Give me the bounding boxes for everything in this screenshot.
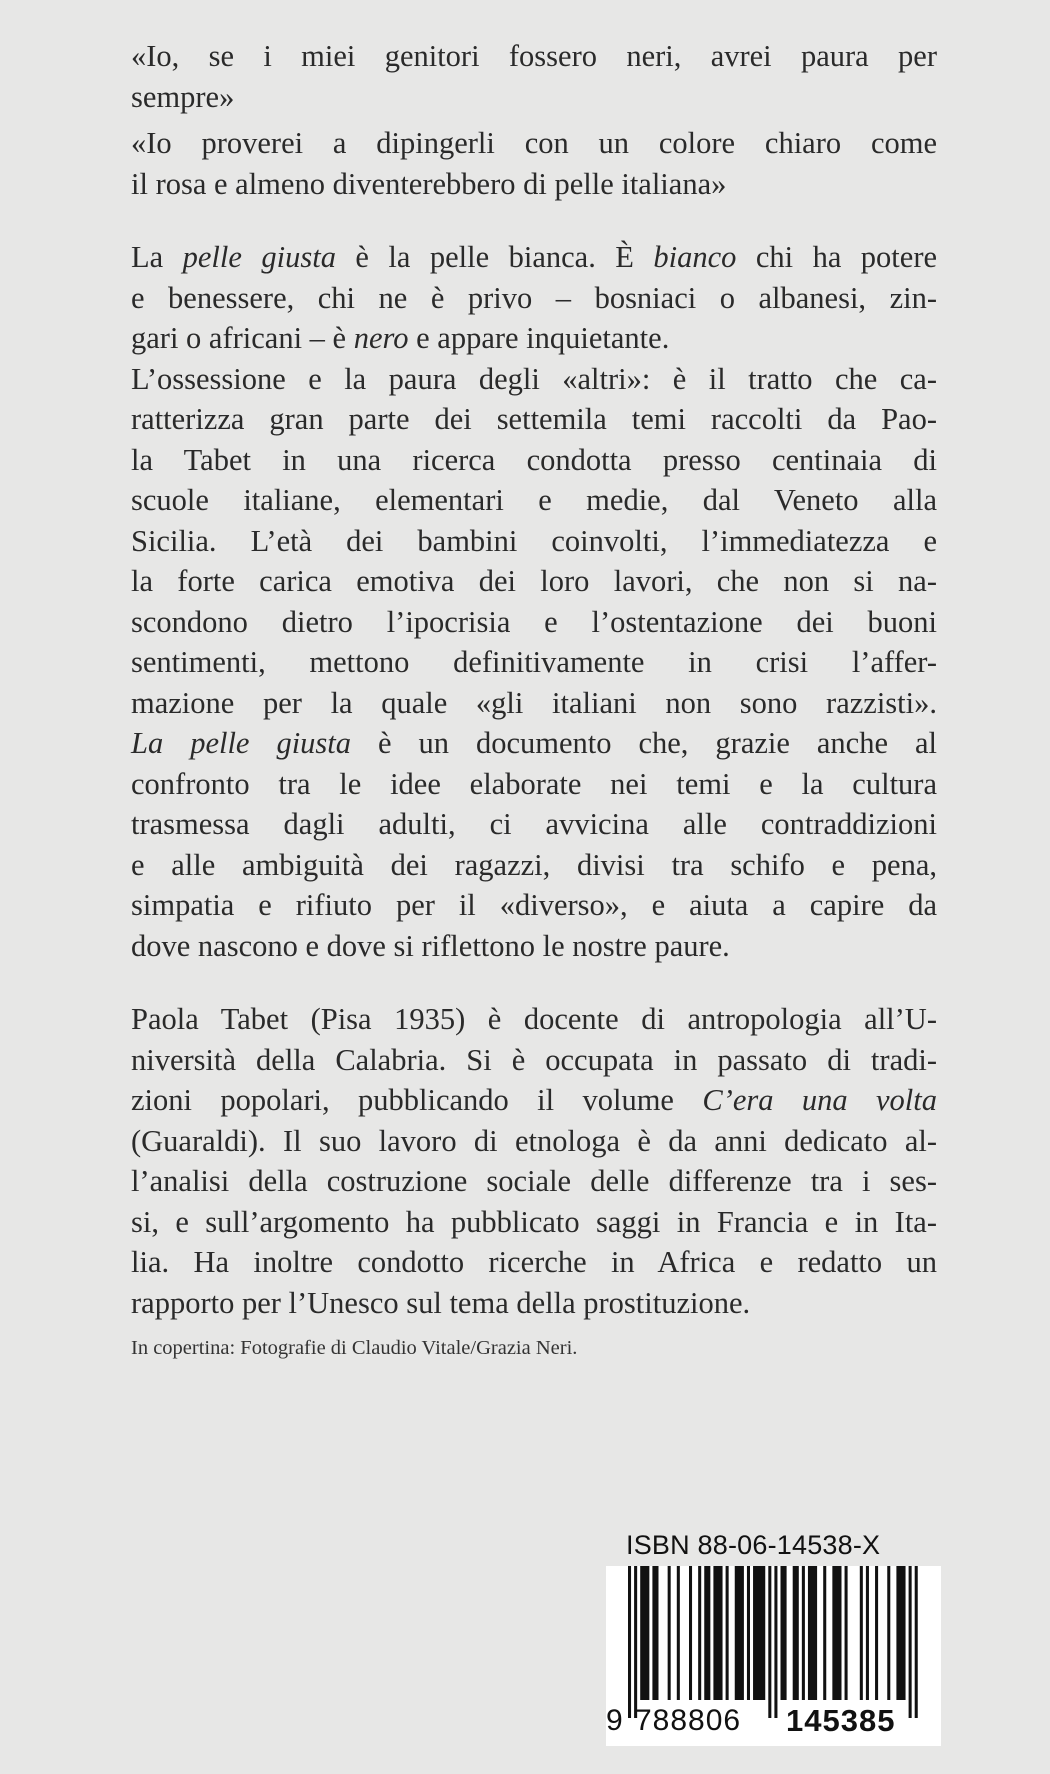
description-line: e benessere, chi ne è privo – bosniaci o albanesi, zin- <box>131 280 937 315</box>
barcode-bar <box>802 1566 805 1700</box>
bio-line: lia. Ha inoltre condotto ricerche in Africa e redatto un <box>131 1245 937 1279</box>
barcode-bar <box>823 1566 826 1700</box>
barcode-guard-bar <box>915 1566 918 1718</box>
barcode-bar <box>896 1566 905 1700</box>
barcode-bar <box>640 1566 649 1700</box>
bio-line: Paola Tabet (Pisa 1935) è docente di antropologia all’U- <box>131 1002 937 1036</box>
bio-line: niversità della Calabria. Si è occupata in passato di tradi- <box>131 1042 937 1077</box>
description-line: la Tabet in una ricerca condotta presso centinaia di <box>131 442 937 477</box>
bio-line: l’analisi della costruzione sociale delle differenze tra i ses- <box>131 1164 937 1198</box>
description-line: scondono dietro l’ipocrisia e l’ostentazione dei buoni <box>131 604 937 639</box>
barcode-bar <box>781 1566 787 1700</box>
barcode-bar <box>668 1566 671 1700</box>
quote-2 <box>131 123 937 204</box>
barcode <box>606 1566 941 1746</box>
barcode-guard-bar <box>768 1566 771 1718</box>
barcode-bar <box>713 1566 722 1700</box>
quote-1-line: «Io, se i miei genitori fossero neri, avrei paura per <box>131 39 937 73</box>
barcode-bar <box>832 1566 841 1700</box>
barcode-guard-bar <box>774 1566 777 1718</box>
description-line: simpatia e rifiuto per il «diverso», e aiuta a capire da <box>131 888 937 922</box>
description-line: La pelle giusta è la pelle bianca. È bianco chi ha potere <box>131 240 938 274</box>
quote-1 <box>131 36 937 117</box>
cover-credit: In copertina: Fotografie di Claudio Vitale/Grazia Neri. <box>131 1337 578 1359</box>
quote-1-line: sempre» <box>131 79 235 114</box>
bio-line: (Guaraldi). Il suo lavoro di etnologa è da anni dedicato al- <box>131 1123 937 1158</box>
description-line: dove nascono e dove si riflettono le nostre paure. <box>131 928 730 963</box>
bio-line: si, e sull’argomento ha pubblicato saggi in Francia e in Ita- <box>131 1204 937 1239</box>
description-line: confronto tra le idee elaborate nei temi e la cultura <box>131 766 937 801</box>
barcode-bar <box>726 1566 729 1700</box>
barcode-bar <box>652 1566 658 1700</box>
barcode-digits-right: 145385 <box>786 1703 896 1738</box>
barcode-bar <box>677 1566 680 1700</box>
barcode-guard-bar <box>628 1566 631 1718</box>
barcode-digits-left: 788806 <box>635 1704 742 1737</box>
barcode-guard-bar <box>634 1566 637 1718</box>
barcode-bar <box>887 1566 890 1700</box>
barcode-bar <box>808 1566 817 1700</box>
description-line: L’ossessione e la paura degli «altri»: è il tratto che ca- <box>131 361 937 396</box>
barcode-bar <box>860 1566 863 1700</box>
description-line: ratterizza gran parte dei settemila temi raccolti da Pao- <box>131 402 937 436</box>
bio-line: zioni popolari, pubblicando il volume C’era una volta <box>131 1083 937 1117</box>
quote-2-line: «Io proverei a dipingerli con un colore chiaro come <box>131 126 937 160</box>
bio-line: rapporto per l’Unesco sul tema della prostituzione. <box>131 1285 751 1320</box>
barcode-bar <box>753 1566 765 1700</box>
barcode-bar <box>689 1566 692 1700</box>
barcode-bar <box>698 1566 701 1700</box>
barcode-bar <box>735 1566 744 1700</box>
description-line: la forte carica emotiva dei loro lavori, che non si na- <box>131 564 937 598</box>
description-line: mazione per la quale «gli italiani non sono razzisti». <box>131 685 937 720</box>
barcode-bar <box>875 1566 878 1700</box>
barcode-guard-bar <box>909 1566 912 1718</box>
quote-2-line: il rosa e almeno diventerebbero di pelle italiana» <box>131 166 727 201</box>
isbn-label: ISBN 88-06-14538-X <box>626 1530 881 1560</box>
description-line: Sicilia. L’età dei bambini coinvolti, l’immediatezza e <box>131 523 937 558</box>
description-line: e alle ambiguità dei ragazzi, divisi tra schifo e pena, <box>131 847 937 882</box>
description-line: scuole italiane, elementari e medie, dal Veneto alla <box>131 483 937 517</box>
barcode-bar <box>866 1566 869 1700</box>
barcode-digit-first: 9 <box>606 1704 623 1737</box>
description-line: sentimenti, mettono definitivamente in crisi l’affer- <box>131 645 937 679</box>
description-line: La pelle giusta è un documento che, grazie anche al <box>131 726 937 760</box>
barcode-bar <box>845 1566 848 1700</box>
barcode-bar <box>793 1566 799 1700</box>
barcode-bar <box>704 1566 710 1700</box>
cover-text <box>131 36 937 1361</box>
description-line: trasmessa dagli adulti, ci avvicina alle contraddizioni <box>131 807 937 841</box>
description-line: gari o africani – è nero e appare inquietante. <box>131 321 670 355</box>
book-description <box>131 237 937 966</box>
barcode-bar <box>747 1566 750 1700</box>
author-bio <box>131 999 937 1323</box>
